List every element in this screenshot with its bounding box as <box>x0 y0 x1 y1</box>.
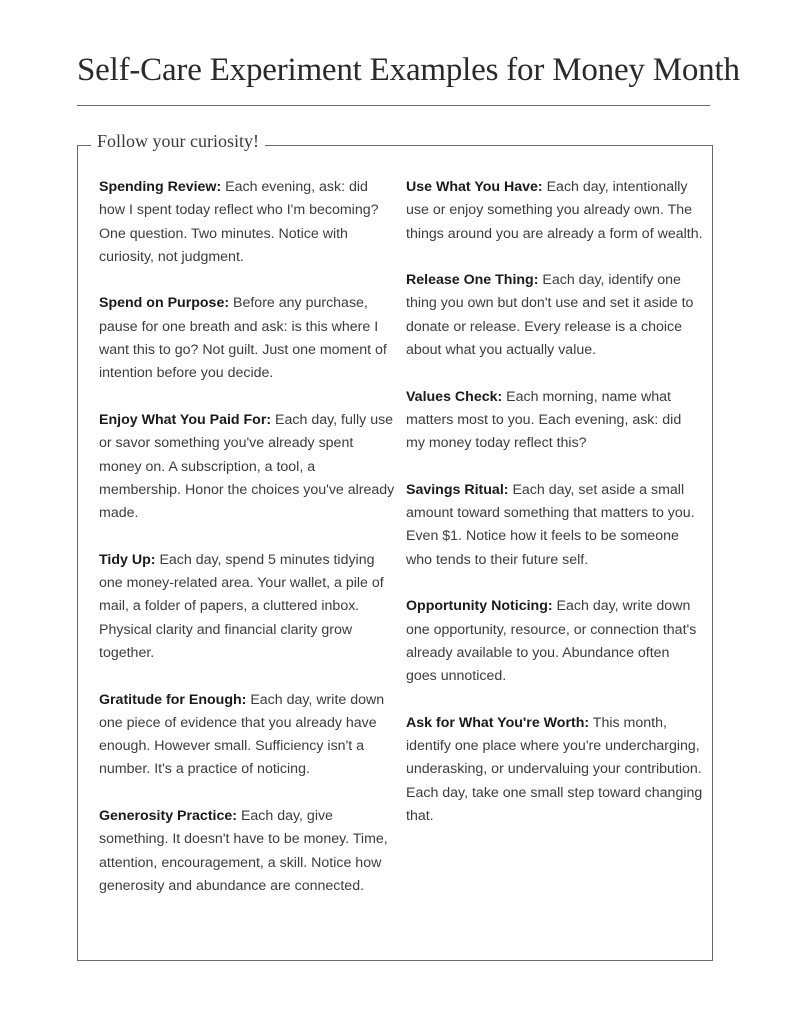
experiment-text: Each day, intentionally use or enjoy something you already own. The things around you are already a form of wealth. <box>406 179 703 242</box>
experiment-title: Spend on Purpose: <box>99 295 230 312</box>
experiment-text: Before any purchase, pause for one breath and ask: is this where I want this to go? Not guilt. Just one moment of intention before you decide. <box>99 295 387 382</box>
experiment-item <box>406 269 704 362</box>
experiment-title: Opportunity Noticing: <box>406 598 553 615</box>
experiment-title: Release One Thing: <box>406 272 539 289</box>
experiment-title: Enjoy What You Paid For: <box>99 411 272 428</box>
experiment-title: Spending Review: <box>99 179 222 195</box>
experiment-text: Each evening, ask: did how I spent today reflect who I'm becoming? One question. Two minutes. Notice with curiosity, not judgment. <box>99 179 379 265</box>
experiment-item <box>406 712 704 828</box>
experiment-item <box>99 689 395 782</box>
experiment-item <box>99 176 395 269</box>
experiment-title: Generosity Practice: <box>99 808 237 825</box>
experiment-item <box>406 176 704 246</box>
experiment-item <box>99 409 395 525</box>
experiment-item <box>99 805 395 898</box>
experiment-text: This month, identify one place where you're undercharging, underasking, or undervaluing your contribution. Each day, take one small step toward changing that. <box>406 714 703 825</box>
experiment-item <box>406 479 704 572</box>
experiment-text: Each day, fully use or savor something you've already spent money on. A subscription, a tool, a membership. Honor the choices you've already made. <box>99 411 395 522</box>
experiment-title: Use What You Have: <box>406 179 543 195</box>
page-title: Self-Care Experiment Examples for Money Month <box>77 52 740 88</box>
experiment-text: Each day, give something. It doesn't have to be money. Time, attention, encouragement, a skill. Notice how generosity and abundance are connected. <box>99 808 388 894</box>
experiment-text: Each day, write down one piece of evidence that you already have enough. However small. Sufficiency isn't a number. It's a practice of noticing. <box>99 691 385 778</box>
section-label: Follow your curiosity! <box>91 131 265 152</box>
experiment-text: Each day, spend 5 minutes tidying one money-related area. Your wallet, a pile of mail, a folder of papers, a cluttered inbox. Physical clarity and financial clarity grow together. <box>99 551 384 661</box>
experiment-item <box>406 595 704 688</box>
experiment-title: Ask for What You're Worth: <box>406 714 590 731</box>
right-column <box>406 176 704 852</box>
experiment-text: Each day, identify one thing you own but don't use and set it aside to donate or release. Every release is a choice about what you actually value. <box>406 272 694 359</box>
experiment-text: Each day, set aside a small amount toward something that matters to you. Even $1. Notice how it feels to be someone who tends to their future self. <box>406 481 695 568</box>
experiment-title: Values Check: <box>406 388 503 405</box>
experiment-item <box>406 386 704 456</box>
title-divider <box>77 105 710 106</box>
experiment-item <box>99 292 395 385</box>
experiment-title: Tidy Up: <box>99 551 156 568</box>
experiment-item <box>99 549 395 665</box>
left-column <box>99 176 395 922</box>
experiment-title: Savings Ritual: <box>406 481 509 498</box>
experiment-title: Gratitude for Enough: <box>99 691 247 708</box>
experiment-text: Each morning, name what matters most to you. Each evening, ask: did my money today reflect this? <box>406 388 682 452</box>
experiment-text: Each day, write down one opportunity, resource, or connection that's already available to you. Abundance often goes unnoticed. <box>406 598 697 685</box>
